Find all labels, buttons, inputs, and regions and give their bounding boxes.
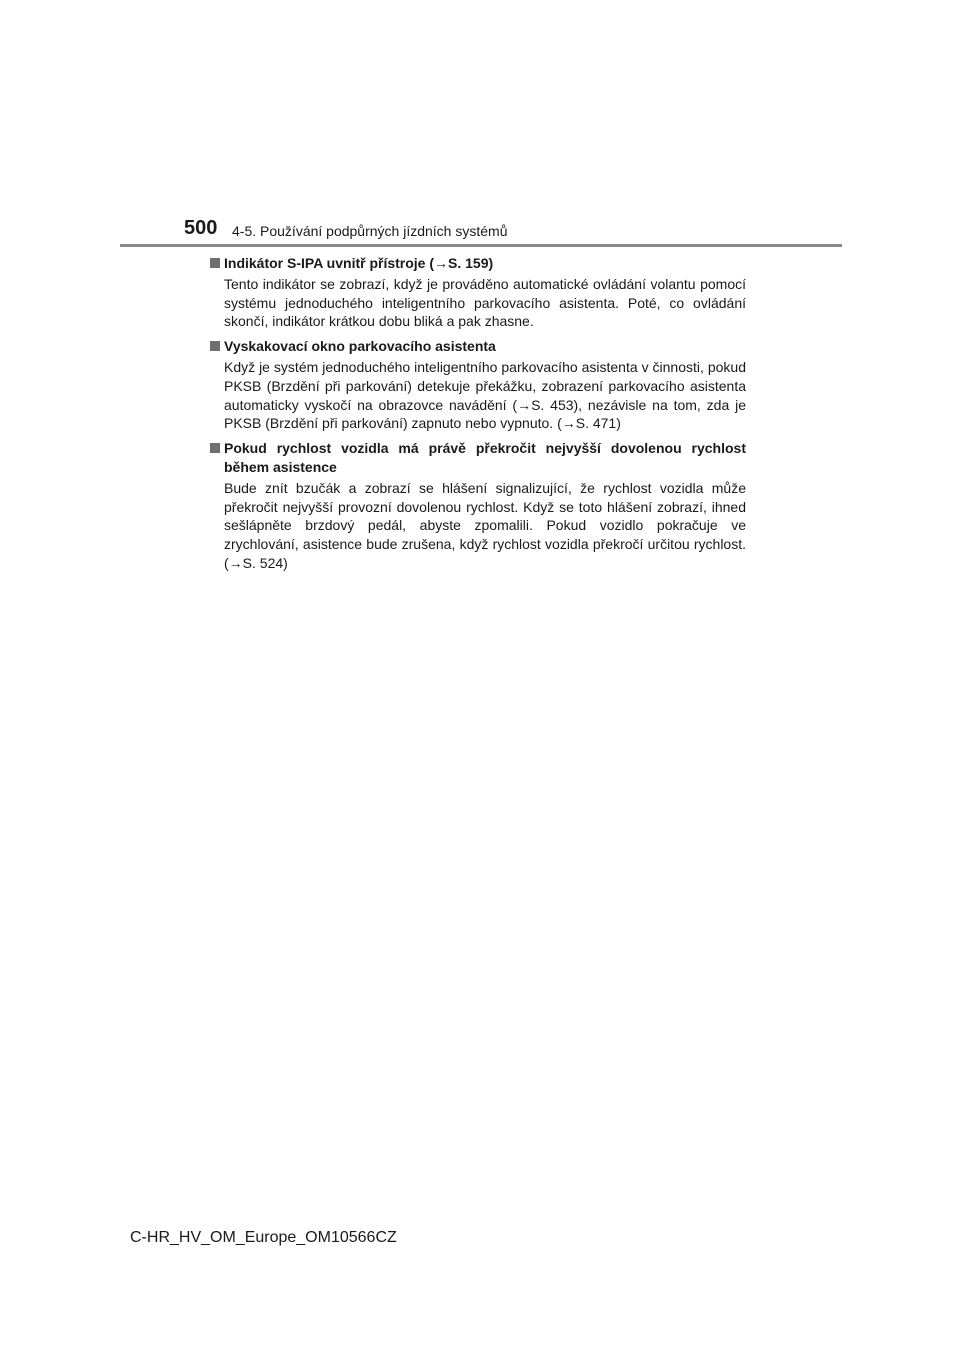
item-heading <box>210 254 746 273</box>
header-divider <box>120 244 842 247</box>
item-title: Pokud rychlost vozidla má právě překročit nejvyšší dovolenou rychlost během asistence <box>224 439 746 475</box>
item-text: Bude znít bzučák a zobrazí se hlášení signalizující, že rychlost vozidla může překročit nejvyšší provozní dovolenou rychlost. Když se toto hlášení zobrazí, ihned sešlápněte brzdový pedál, abyste zpomalili. Pokud vozidlo pokračuje ve zrychlování, asistence bude zrušena, když rychlost vozidla překročí určitou rychlost. (→S. 524) <box>224 479 746 571</box>
document-code: C-HR_HV_OM_Europe_OM10566CZ <box>130 1229 397 1246</box>
item-title: Indikátor S-IPA uvnitř přístroje (→S. 159) <box>224 255 494 271</box>
list-item <box>210 337 746 433</box>
square-bullet-icon <box>210 341 220 351</box>
square-bullet-icon <box>210 443 220 453</box>
page-number: 500 <box>184 217 218 239</box>
item-text: Když je systém jednoduchého inteligentního parkovacího asistenta v činnosti, pokud PKSB (Brzdění při parkování) detekuje překážku, zobrazení parkovacího asistenta automaticky vyskočí na obrazovce navádění (→S. 453), nezávisle na tom, zda je PKSB (Brzdění při parkování) zapnuto nebo vypnuto. (→S. 471) <box>224 359 746 432</box>
item-text: Tento indikátor se zobrazí, když je prováděno automatické ovládání volantu pomocí systému jednoduchého inteligentního parkovacího asistenta. Poté, co ovládání skončí, indikátor krátkou dobu bliká a pak zhasne. <box>224 276 746 330</box>
item-title: Vyskakovací okno parkovacího asistenta <box>224 338 496 355</box>
list-item <box>210 439 746 573</box>
page-content <box>210 254 746 578</box>
item-heading <box>210 439 746 477</box>
section-title: 4-5. Používání podpůrných jízdních systémů <box>232 223 508 239</box>
square-bullet-icon <box>210 258 220 268</box>
list-item <box>210 254 746 331</box>
item-heading <box>210 337 746 356</box>
